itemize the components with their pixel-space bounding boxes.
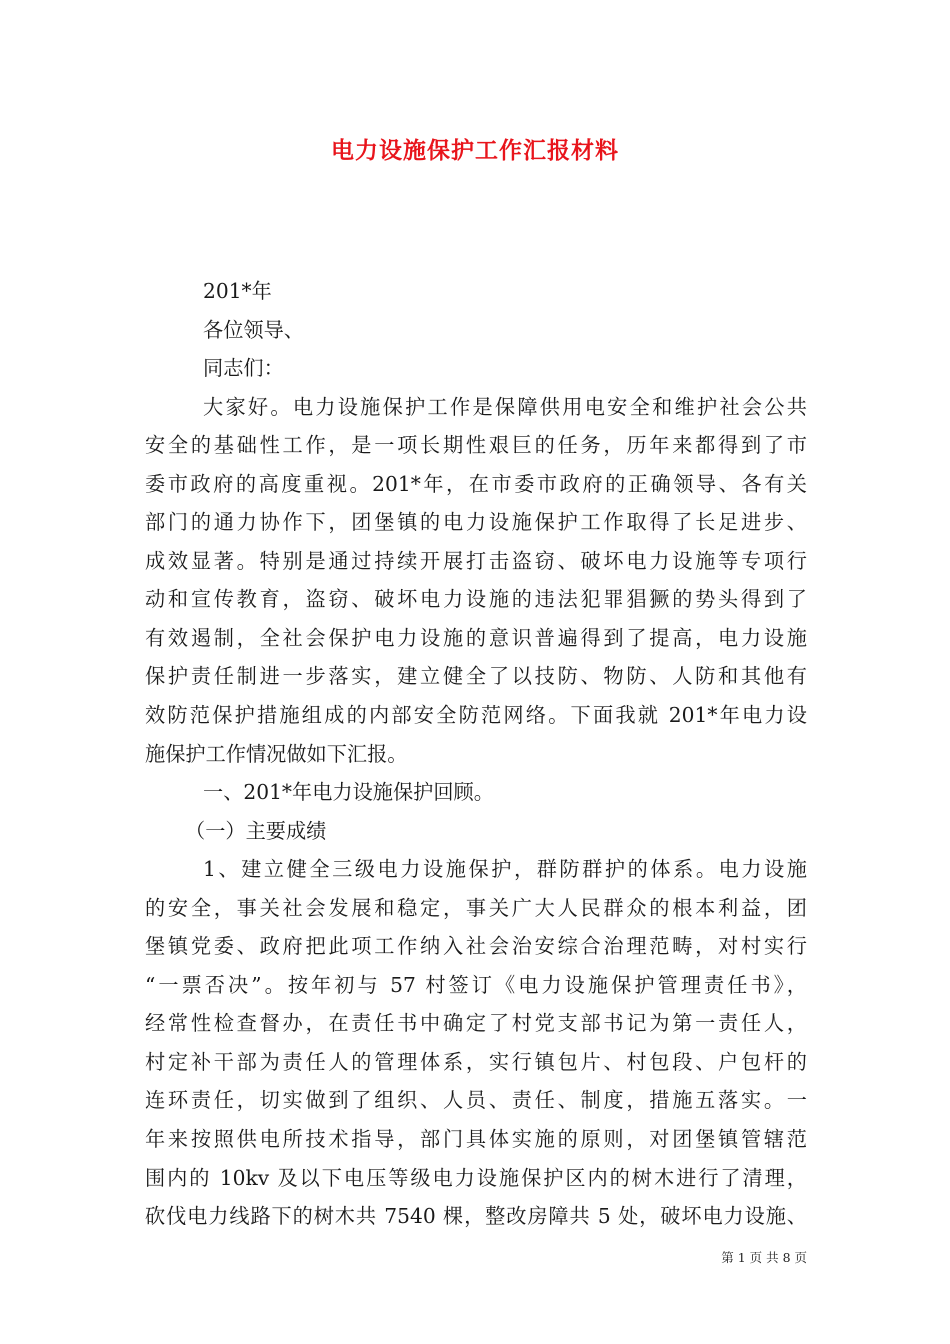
- paragraph-line: 围内的 10kv 及以下电压等级电力设施保护区内的树木进行了清理，: [145, 1165, 807, 1190]
- page-number: 第 1 页 共 8 页: [721, 1250, 807, 1265]
- subsection-heading: （一）主要成绩: [185, 818, 327, 843]
- paragraph-line: 大家好。电力设施保护工作是保障供用电安全和维护社会公共: [203, 394, 807, 419]
- document-title: 电力设施保护工作汇报材料: [331, 137, 619, 164]
- paragraph-line: 效防范保护措施组成的内部安全防范网络。下面我就 201*年电力设: [145, 703, 807, 728]
- paragraph-line: 连环责任，切实做到了组织、人员、责任、制度，措施五落实。一: [145, 1088, 807, 1113]
- paragraph-line: 委市政府的高度重视。201*年，在市委市政府的正确领导、各有关: [145, 471, 807, 496]
- paragraph-line: 1、建立健全三级电力设施保护，群防群护的体系。电力设施: [203, 857, 807, 882]
- section-heading: 一、201*年电力设施保护回顾。: [203, 780, 494, 805]
- document-body: [145, 272, 807, 1236]
- paragraph-line: 有效遏制，全社会保护电力设施的意识普遍得到了提高，电力设施: [145, 625, 807, 650]
- paragraph-line: 保护责任制进一步落实，建立健全了以技防、物防、人防和其他有: [145, 664, 807, 689]
- paragraph-line: 经常性检查督办，在责任书中确定了村党支部书记为第一责任人，: [145, 1011, 807, 1036]
- paragraph-line: 成效显著。特别是通过持续开展打击盗窃、破坏电力设施等专项行: [145, 548, 807, 573]
- paragraph-line: 部门的通力协作下，团堡镇的电力设施保护工作取得了长足进步、: [145, 510, 807, 535]
- paragraph-line: 村定补干部为责任人的管理体系，实行镇包片、村包段、户包杆的: [145, 1049, 807, 1074]
- salutation-line: 各位领导、: [203, 317, 304, 342]
- salutation-line: 同志们：: [203, 356, 284, 381]
- paragraph-line: 堡镇党委、政府把此项工作纳入社会治安综合治理范畴，对村实行: [145, 934, 807, 959]
- paragraph-line: 砍伐电力线路下的树木共 7540 棵，整改房障共 5 处，破坏电力设施、: [145, 1204, 807, 1229]
- paragraph-line: 施保护工作情况做如下汇报。: [145, 741, 408, 766]
- paragraph-line: 安全的基础性工作，是一项长期性艰巨的任务，历年来都得到了市: [145, 433, 807, 458]
- paragraph-line: 的安全，事关社会发展和稳定，事关广大人民群众的根本利益，团: [145, 895, 807, 920]
- paragraph-line: 年来按照供电所技术指导，部门具体实施的原则，对团堡镇管辖范: [145, 1127, 807, 1152]
- paragraph-line: “一票否决”。按年初与 57 村签订《电力设施保护管理责任书》，: [145, 972, 807, 997]
- paragraph-line: 动和宣传教育，盗窃、破坏电力设施的违法犯罪猖獗的势头得到了: [145, 587, 807, 612]
- date-line: 201*年: [203, 279, 272, 303]
